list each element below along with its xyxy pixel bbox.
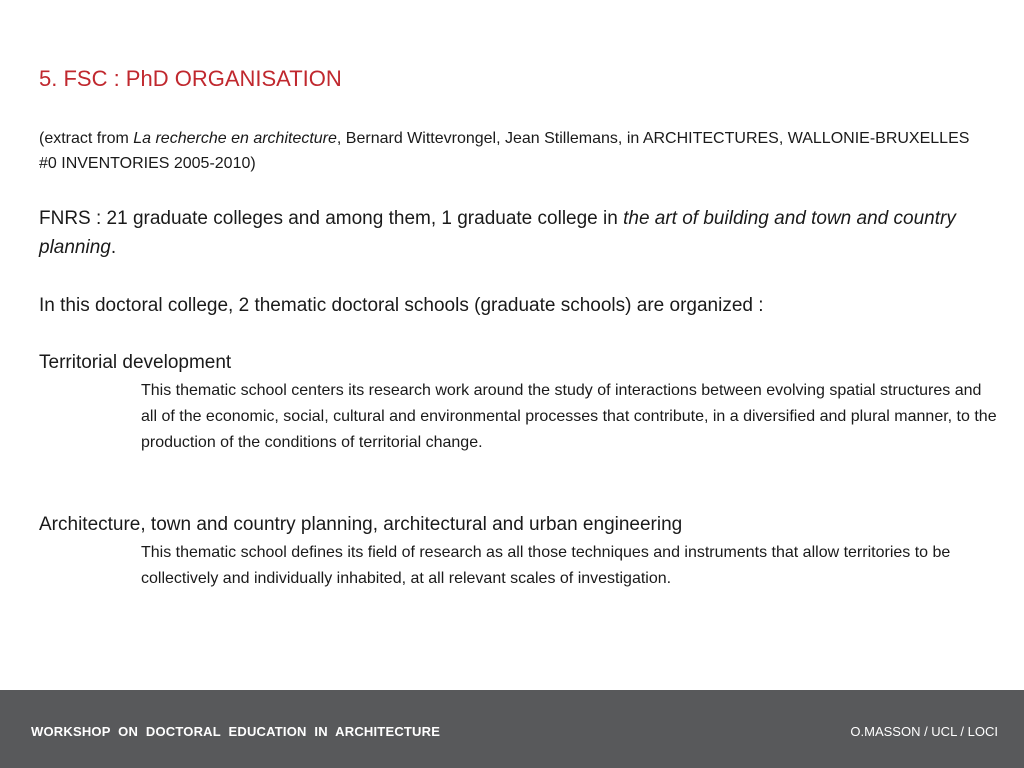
fnrs-paragraph <box>39 204 989 262</box>
footer-bar <box>0 690 1024 768</box>
section-body-territorial: This thematic school centers its research work around the study of interactions between evolving spatial structures and all of the economic, social, cultural and environmental processes that contribute, in a diversified and plural manner, to the production of the conditions of territorial change. <box>141 382 997 451</box>
fnrs-end: . <box>110 237 117 258</box>
footer-workshop-title: WORKSHOP ON DOCTORAL EDUCATION IN ARCHITECTURE <box>31 724 441 739</box>
fnrs-lead: FNRS : 21 graduate colleges and among them, 1 graduate college in <box>39 208 624 229</box>
citation <box>39 126 979 176</box>
citation-work-title: La recherche en architecture <box>133 130 337 147</box>
footer-author: O.MASSON / UCL / LOCI <box>850 724 998 739</box>
slide-title: 5. FSC : PhD ORGANISATION <box>39 66 342 91</box>
section-heading-territorial: Territorial development <box>39 352 232 373</box>
section-body-architecture: This thematic school defines its field of research as all those techniques and instruments that allow territories to be collectively and individually inhabited, at all relevant scales of investigation. <box>141 544 951 587</box>
citation-prefix: (extract from <box>39 130 134 147</box>
fnrs-emphasis: the art of building and town and country planning <box>39 208 956 258</box>
citation-suffix: , Bernard Wittevrongel, Jean Stillemans, in ARCHITECTURES, WALLONIE-BRUXELLES #0 INVENTORIES 2005-2010) <box>39 130 970 172</box>
section-heading-architecture: Architecture, town and country planning, architectural and urban engineering <box>39 514 683 535</box>
college-paragraph: In this doctoral college, 2 thematic doctoral schools (graduate schools) are organized : <box>39 295 764 316</box>
